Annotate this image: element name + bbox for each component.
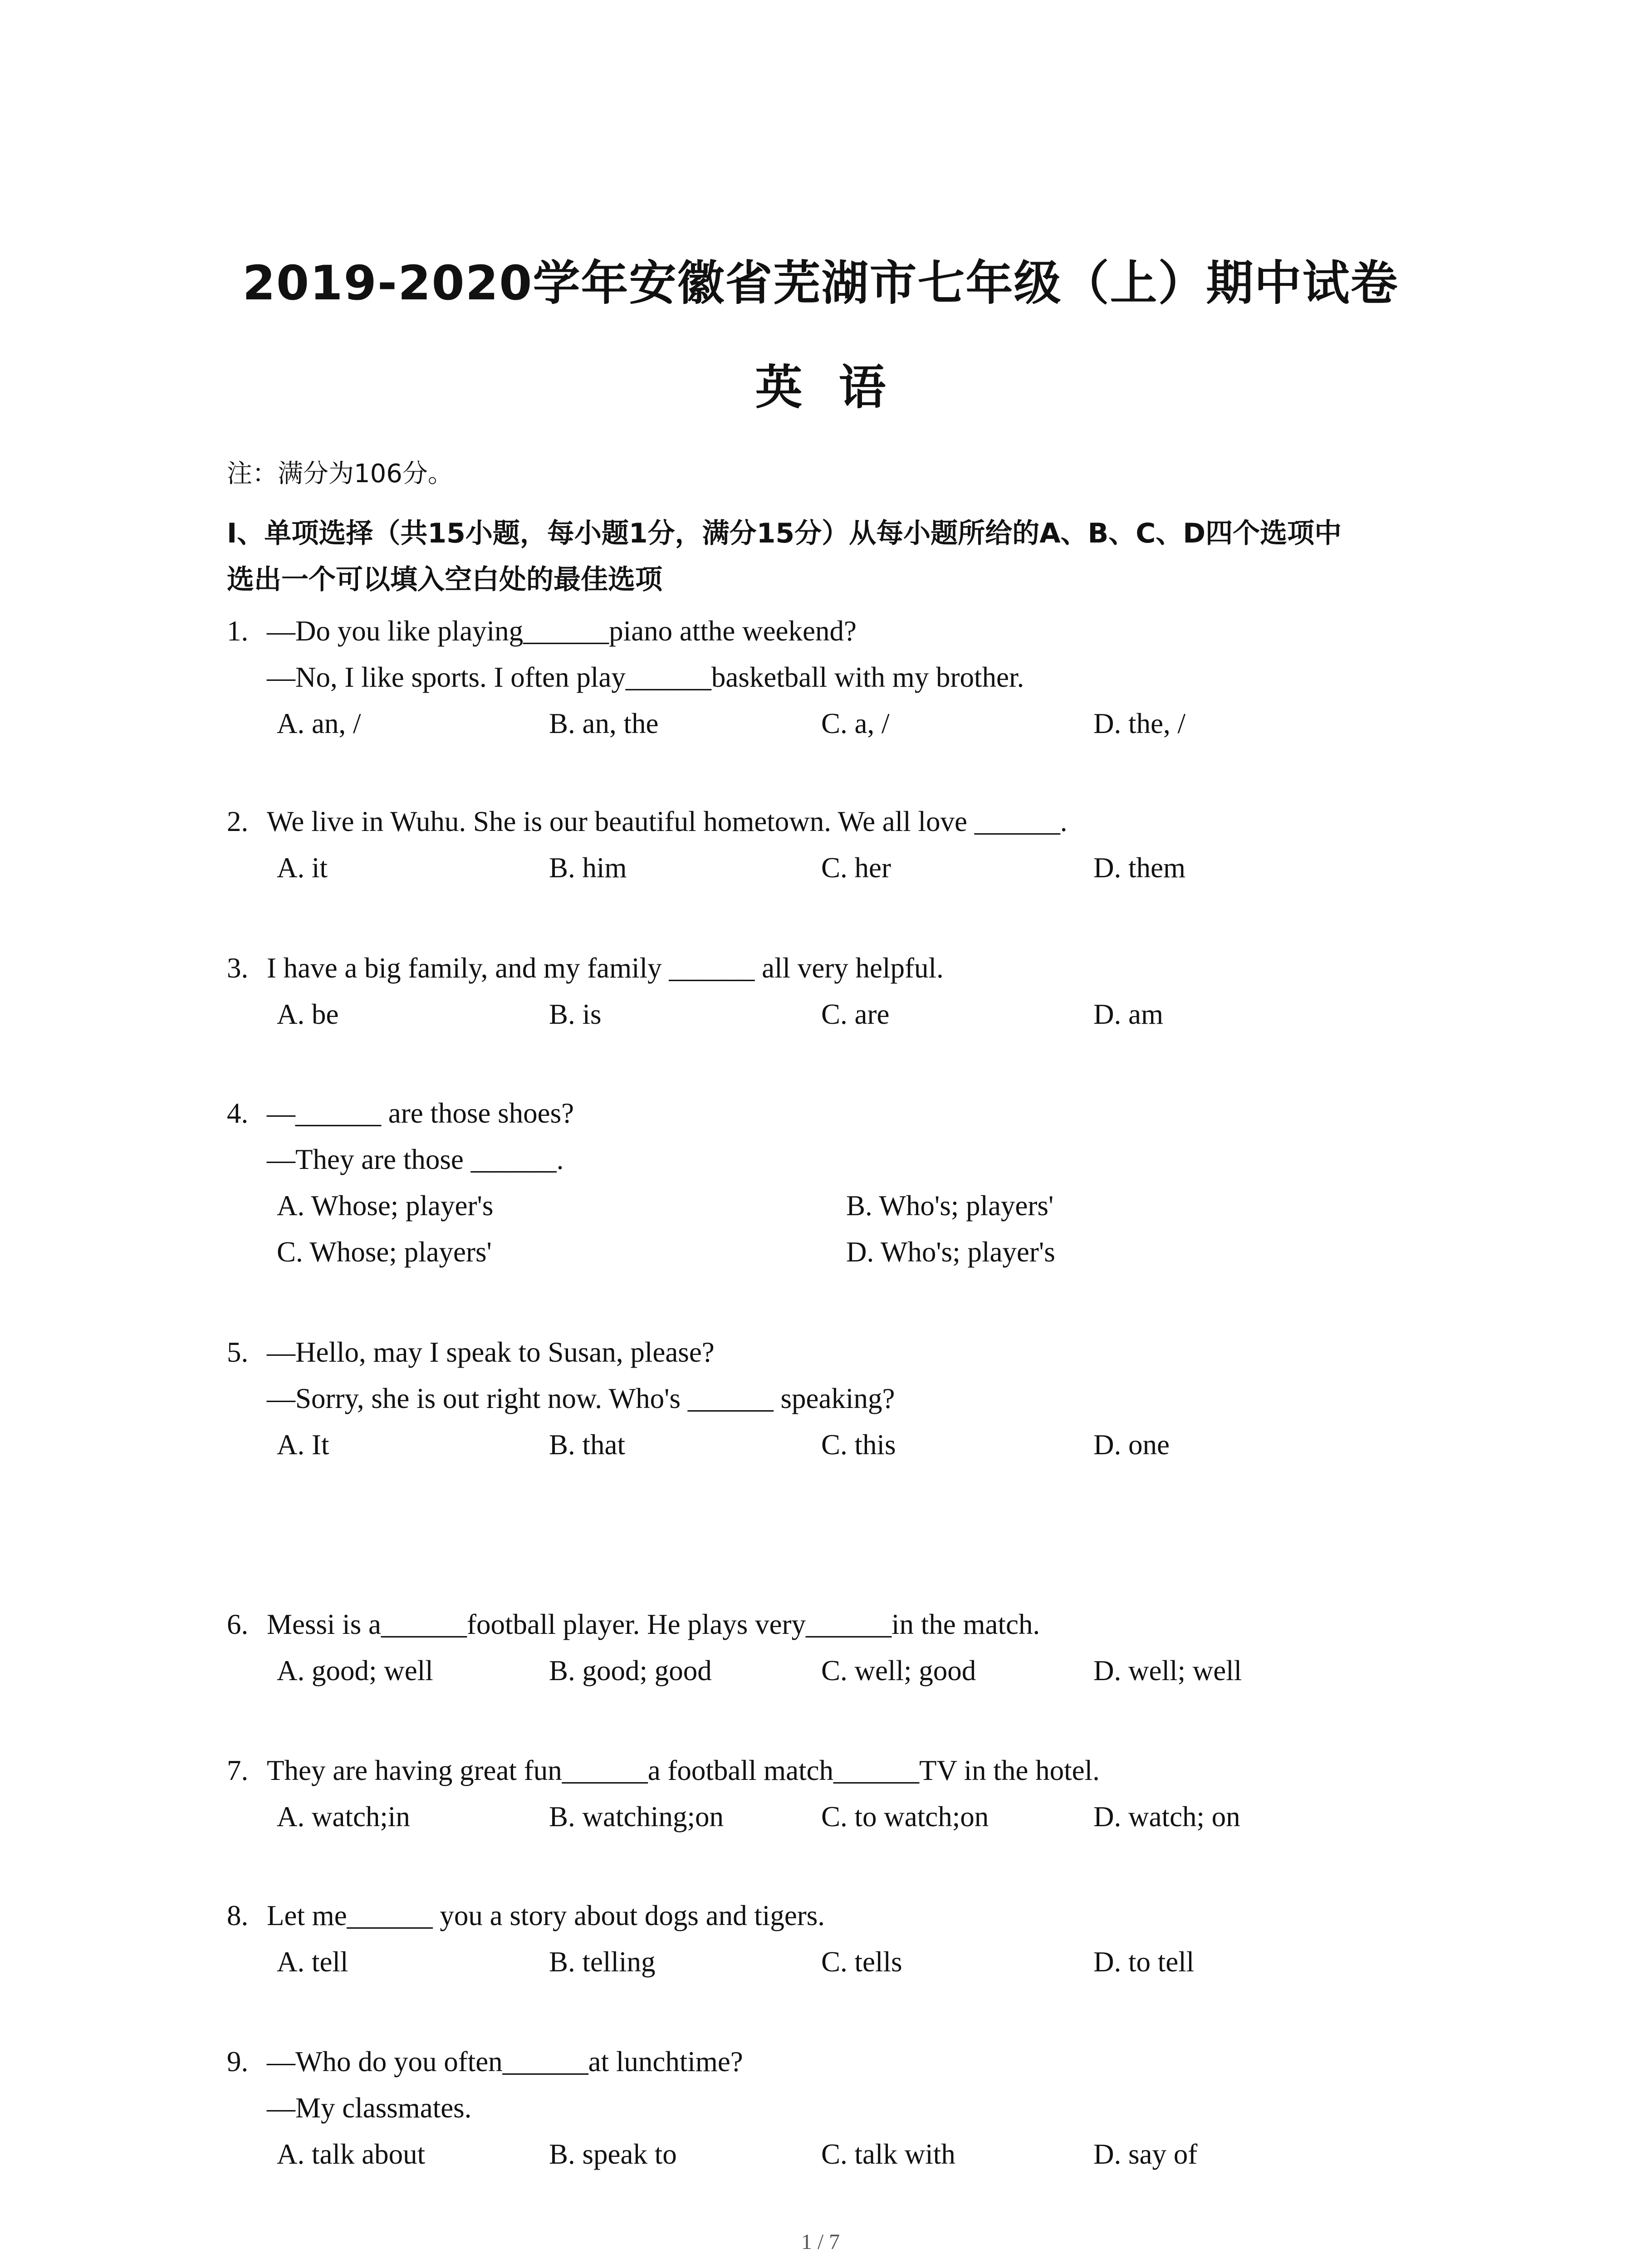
question-text: —Hello, may I speak to Susan, please? [267, 1336, 715, 1368]
question-2 [227, 798, 1452, 891]
option-c[interactable]: C. her [821, 852, 891, 884]
option-row [227, 1647, 1452, 1694]
question-4 [227, 1090, 1452, 1275]
option-b[interactable]: B. an, the [549, 708, 659, 739]
option-a[interactable]: A. an, / [277, 708, 361, 739]
option-c[interactable]: C. Whose; players' [277, 1236, 492, 1268]
option-a[interactable]: A. it [277, 852, 328, 884]
option-c[interactable]: C. tells [821, 1946, 902, 1978]
option-d[interactable]: D. watch; on [1093, 1801, 1240, 1833]
question-text: —They are those ______. [267, 1144, 564, 1175]
question-text: —Sorry, she is out right now. Who's ______ speaking? [267, 1383, 895, 1414]
option-row [227, 991, 1452, 1037]
question-8 [227, 1892, 1452, 1985]
question-text: Let me______ you a story about dogs and tigers. [267, 1900, 825, 1931]
option-d[interactable]: D. one [1093, 1429, 1170, 1461]
question-text: Messi is a______football player. He plays very______in the match. [267, 1608, 1040, 1640]
option-b[interactable]: B. good; good [549, 1655, 712, 1686]
question-text: We live in Wuhu. She is our beautiful hometown. We all love ______. [267, 806, 1068, 837]
option-row [227, 2131, 1452, 2177]
question-text: —______ are those shoes? [267, 1097, 574, 1129]
option-row [227, 1794, 1452, 1840]
question-number: 8. [227, 1900, 249, 1931]
option-row [227, 1939, 1452, 1985]
option-b[interactable]: B. telling [549, 1946, 656, 1978]
question-text: —My classmates. [267, 2092, 472, 2124]
question-6 [227, 1601, 1452, 1694]
option-row [227, 845, 1452, 891]
option-a[interactable]: A. tell [277, 1946, 348, 1978]
question-text: —Do you like playing______piano atthe weekend? [267, 615, 857, 647]
question-number: 6. [227, 1608, 249, 1640]
question-1 [227, 608, 1452, 747]
score-note: 注：满分为106分。 [227, 459, 453, 489]
option-d[interactable]: D. the, / [1093, 708, 1185, 739]
question-5 [227, 1329, 1452, 1468]
option-row [227, 1422, 1452, 1468]
option-a[interactable]: A. be [277, 998, 339, 1030]
question-9 [227, 2038, 1452, 2177]
option-row [227, 700, 1452, 747]
option-b[interactable]: B. Who's; players' [846, 1190, 1054, 1222]
option-d[interactable]: D. Who's; player's [846, 1236, 1055, 1268]
question-number: 2. [227, 806, 249, 837]
question-number: 5. [227, 1336, 249, 1368]
option-d[interactable]: D. to tell [1093, 1946, 1195, 1978]
question-3 [227, 945, 1452, 1037]
question-text: —Who do you often______at lunchtime? [267, 2046, 743, 2077]
option-a[interactable]: A. It [277, 1429, 329, 1461]
option-a[interactable]: A. watch;in [277, 1801, 410, 1833]
option-d[interactable]: D. well; well [1093, 1655, 1242, 1686]
option-c[interactable]: C. to watch;on [821, 1801, 989, 1833]
option-d[interactable]: D. them [1093, 852, 1185, 884]
option-c[interactable]: C. well; good [821, 1655, 976, 1686]
option-a[interactable]: A. good; well [277, 1655, 433, 1686]
option-c[interactable]: C. are [821, 998, 890, 1030]
option-d[interactable]: D. am [1093, 998, 1163, 1030]
page-title: 2019-2020学年安徽省芜湖市七年级（上）期中试卷 [242, 255, 1399, 311]
option-b[interactable]: B. that [549, 1429, 625, 1461]
option-b[interactable]: B. him [549, 852, 627, 884]
page-number: 1 / 7 [801, 2230, 840, 2254]
question-number: 1. [227, 615, 249, 647]
option-b[interactable]: B. speak to [549, 2138, 677, 2170]
question-number: 7. [227, 1755, 249, 1786]
option-d[interactable]: D. say of [1093, 2138, 1198, 2170]
section-heading-line-1: Ⅰ、单项选择（共15小题，每小题1分，满分15分）从每小题所给的A、B、C、D四个选项中 [227, 518, 1342, 549]
section-heading [227, 510, 1452, 603]
question-number: 4. [227, 1097, 249, 1129]
subject-heading: 英语 [755, 360, 922, 415]
question-7 [227, 1747, 1452, 1840]
option-c[interactable]: C. a, / [821, 708, 890, 739]
question-number: 3. [227, 952, 249, 984]
section-heading-line-2: 选出一个可以填入空白处的最佳选项 [227, 564, 662, 596]
question-text: They are having great fun______a football match______TV in the hotel. [267, 1755, 1100, 1786]
option-c[interactable]: C. talk with [821, 2138, 955, 2170]
option-row [227, 1229, 1452, 1275]
question-text: —No, I like sports. I often play______basketball with my brother. [267, 661, 1024, 693]
option-b[interactable]: B. watching;on [549, 1801, 724, 1833]
question-text: I have a big family, and my family ______ all very helpful. [267, 952, 944, 984]
option-a[interactable]: A. talk about [277, 2138, 426, 2170]
question-number: 9. [227, 2046, 249, 2077]
option-c[interactable]: C. this [821, 1429, 896, 1461]
option-a[interactable]: A. Whose; player's [277, 1190, 494, 1222]
option-b[interactable]: B. is [549, 998, 602, 1030]
option-row [227, 1183, 1452, 1229]
